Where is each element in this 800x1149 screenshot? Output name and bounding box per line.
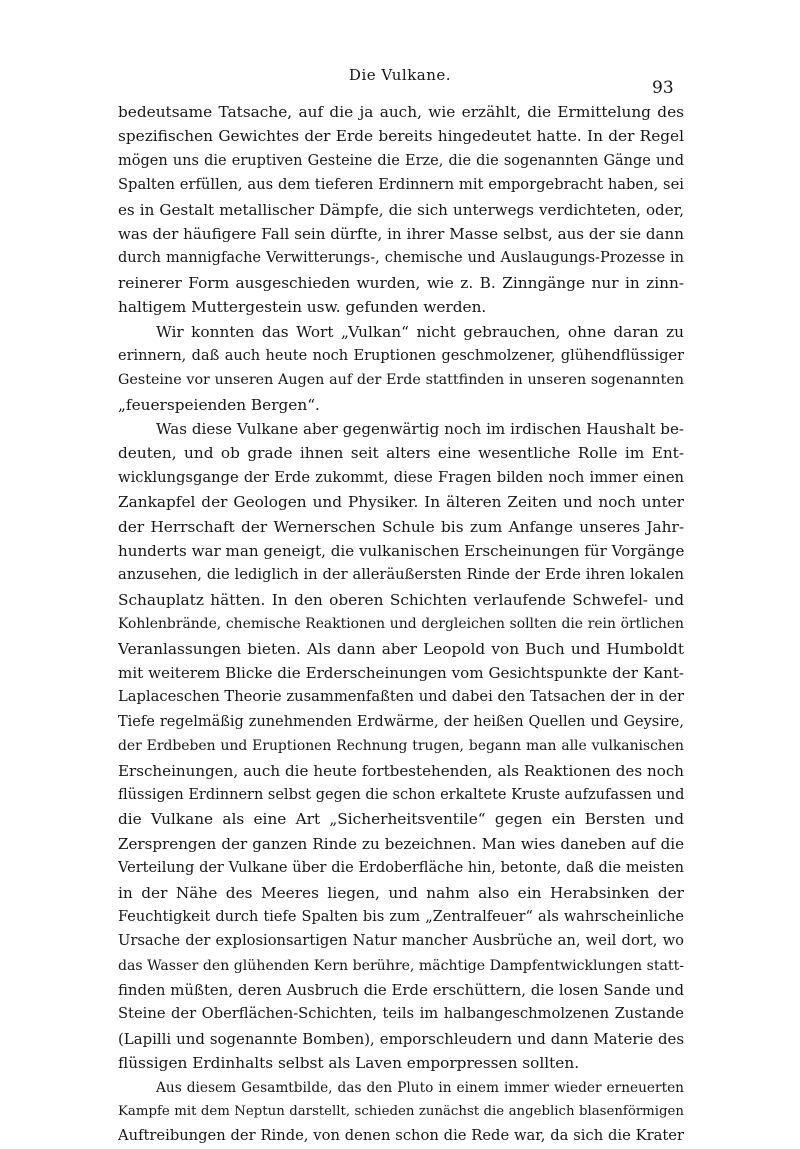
text-line: Veranlassungen bieten. Als dann aber Leopold von Buch und Humboldt [118, 639, 684, 658]
text-line: Feuchtigkeit durch tiefe Spalten bis zum „Zentralfeuer“ als wahrscheinliche [118, 908, 684, 925]
text-line: in der Nähe des Meeres liegen, und nahm also ein Herabsinken der [118, 883, 684, 902]
text-line: es in Gestalt metallischer Dämpfe, die sich unterwegs verdichteten, oder, [118, 200, 684, 219]
text-line: durch mannigfache Verwitterungs-, chemische und Auslaugungs-Prozesse in [118, 250, 684, 267]
text-line: bedeutsame Tatsache, auf die ja auch, wie erzählt, die Ermittelung des [118, 103, 684, 121]
text-line: reinerer Form ausgeschieden wurden, wie z. B. Zinngänge nur in zinn- [118, 273, 684, 292]
text-line: deuten, und ob grade ihnen seit alters eine wesentliche Rolle im Ent- [118, 444, 684, 463]
text-line: erinnern, daß auch heute noch Eruptionen geschmolzener, glühendflüssiger [118, 347, 684, 364]
text-line: Tiefe regelmäßig zunehmenden Erdwärme, der heißen Quellen und Geysire, [118, 713, 684, 730]
text-line: „feuerspeienden Bergen“. [118, 395, 320, 414]
text-line: was der häufigere Fall sein dürfte, in ihrer Masse selbst, aus der sie dann [118, 224, 684, 243]
text-line: das Wasser den glühenden Kern berühre, mächtige Dampfentwicklungen statt- [118, 957, 684, 974]
text-line: wicklungsgange der Erde zukommt, diese Fragen bilden noch immer einen [118, 468, 684, 486]
text-line: flüssigen Erdinnern selbst gegen die schon erkaltete Kruste aufzufassen und [118, 786, 684, 803]
text-line: mögen uns die eruptiven Gesteine die Erze, die die sogenannten Gänge und [118, 152, 684, 169]
text-line: Erscheinungen, auch die heute fortbestehenden, als Reaktionen des noch [118, 761, 684, 780]
text-line: Zankapfel der Geologen und Physiker. In älteren Zeiten und noch unter [118, 493, 684, 512]
running-title: Die Vulkane. [348, 66, 452, 84]
text-line: haltigem Muttergestein usw. gefunden werden. [118, 298, 487, 317]
text-line: Spalten erfüllen, aus dem tieferen Erdinnern mit emporgebracht haben, sei [118, 176, 684, 194]
text-line: (Lapilli und sogenannte Bomben), emporschleudern und dann Materie des [118, 1029, 684, 1048]
text-line: mit weiterem Blicke die Erderscheinungen vom Gesichtspunkte der Kant- [118, 663, 684, 682]
text-line: Ursache der explosionsartigen Natur mancher Ausbrüche an, weil dort, wo [118, 932, 684, 950]
text-line: finden müßten, deren Ausbruch die Erde erschüttern, die losen Sande und [118, 981, 684, 1000]
text-line: der Erdbeben und Eruptionen Rechnung trugen, begann man alle vulkanischen [118, 738, 684, 755]
text-line: Was diese Vulkane aber gegenwärtig noch im irdischen Haushalt be- [156, 420, 684, 439]
text-line: Kohlenbrände, chemische Reaktionen und dergleichen sollten die rein örtlichen [118, 616, 684, 633]
text-line: Aus diesem Gesamtbilde, das den Pluto in einem immer wieder erneuerten [156, 1079, 684, 1096]
text-line: Zersprengen der ganzen Rinde zu bezeichnen. Man wies daneben auf die [118, 834, 684, 853]
text-line: Schauplatz hätten. In den oberen Schichten verlaufende Schwefel- und [118, 590, 684, 609]
text-line: Steine der Oberflächen-Schichten, teils im halbangeschmolzenen Zustande [118, 1005, 684, 1023]
body-text [118, 100, 684, 1149]
text-line: spezifischen Gewichtes der Erde bereits hingedeutet hatte. In der Regel [118, 127, 684, 146]
text-line: Laplaceschen Theorie zusammenfaßten und dabei den Tatsachen der in der [118, 688, 684, 706]
text-line: anzusehen, die lediglich in der alleräußersten Rinde der Erde ihren lokalen [118, 566, 684, 584]
text-line: flüssigen Erdinhalts selbst als Laven emporpressen sollten. [118, 1054, 580, 1073]
text-line: Gesteine vor unseren Augen auf der Erde stattfinden in unseren sogenannten [118, 372, 684, 389]
text-line: Kampfe mit dem Neptun darstellt, schieden zunächst die angeblich blasenförmigen [118, 1104, 684, 1120]
text-line: Wir konnten das Wort „Vulkan“ nicht gebrauchen, ohne daran zu [156, 322, 684, 341]
text-line: der Herrschaft der Wernerschen Schule bis zum Anfange unseres Jahr- [118, 517, 684, 536]
text-line: Auftreibungen der Rinde, von denen schon die Rede war, da sich die Krater [118, 1127, 684, 1145]
text-line: die Vulkane als eine Art „Sicherheitsventile“ gegen ein Bersten und [118, 810, 684, 829]
text-line: hunderts war man geneigt, die vulkanischen Erscheinungen für Vorgänge [118, 542, 684, 561]
text-line: Verteilung der Vulkane über die Erdoberfläche hin, betonte, daß die meisten [118, 860, 684, 877]
page-number: 93 [652, 78, 674, 98]
